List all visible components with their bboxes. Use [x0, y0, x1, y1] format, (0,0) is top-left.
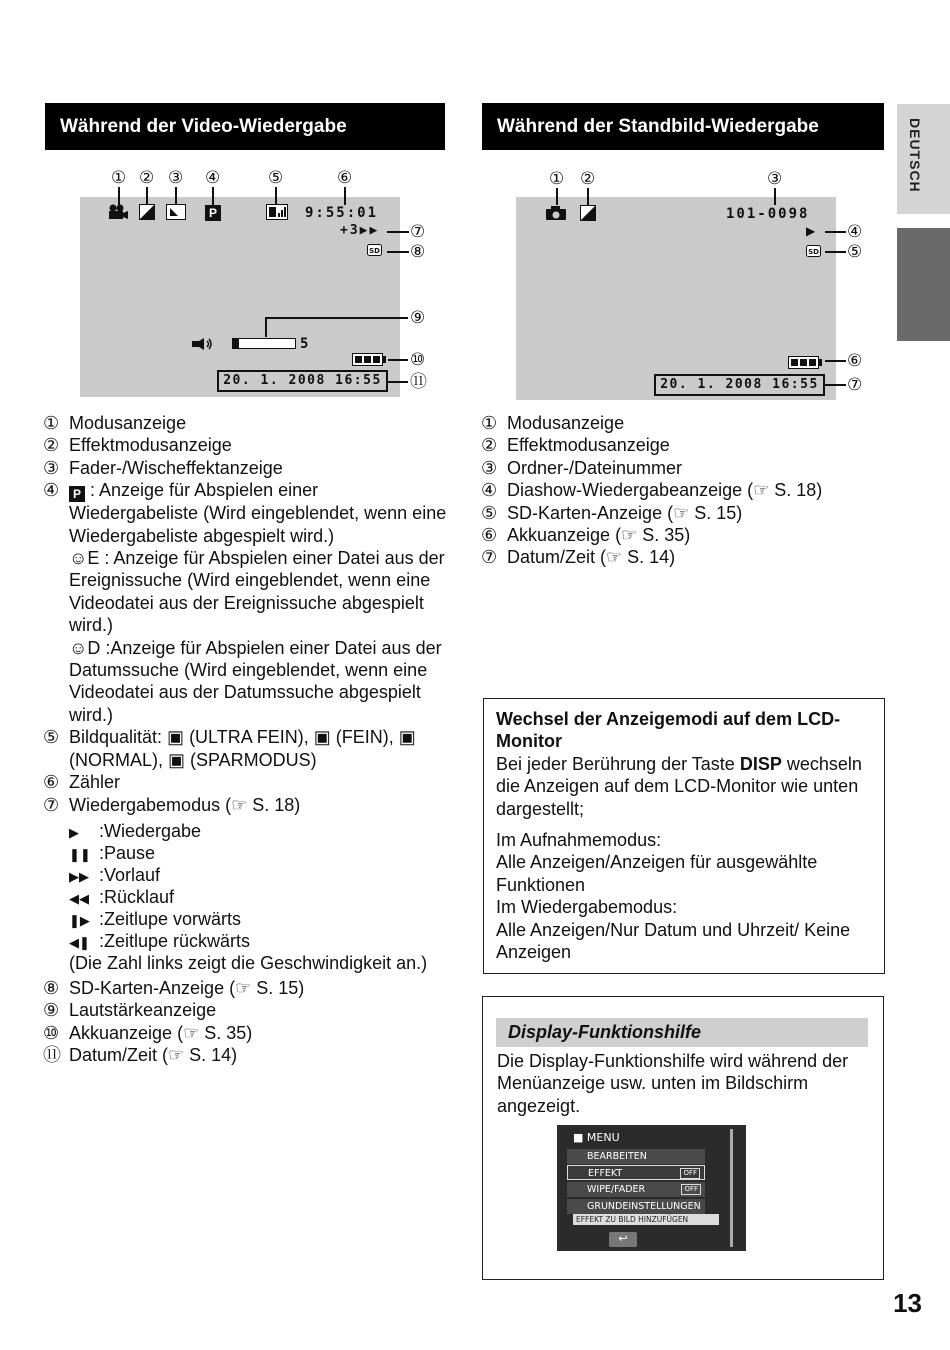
list-item: ⑥ Akkuanzeige (☞ S. 35)	[481, 525, 691, 546]
list-item: ⑨ Lautstärkeanzeige	[43, 1000, 217, 1021]
callout-10: ⑩	[410, 350, 426, 369]
folder-file-number: 101-0098	[726, 206, 810, 222]
callout-2: ②	[580, 169, 596, 188]
callout-11: ⑪	[410, 372, 427, 391]
mode-item: ❚▶ :Zeitlupe vorwärts	[69, 908, 242, 929]
menu-title: ■ MENU	[573, 1131, 620, 1144]
callout-9: ⑨	[410, 308, 426, 327]
menu-scrollbar[interactable]	[730, 1129, 733, 1247]
date-time-display: 20. 1. 2008 16:55	[654, 374, 825, 396]
list-item: ① Modusanzeige	[481, 413, 625, 433]
off-badge: OFF	[680, 1168, 700, 1179]
callout-1: ①	[111, 168, 127, 187]
record-mode-label: Im Aufnahmemodus:	[496, 830, 662, 851]
list-item: ⑦ Wiedergabemodus (☞ S. 18)	[43, 794, 301, 815]
battery-icon	[788, 356, 822, 369]
still-lcd-screen	[516, 197, 836, 400]
callout-7: ⑦	[410, 222, 426, 241]
callout-7: ⑦	[847, 375, 863, 394]
list-item: ④ Diashow-Wiedergabeanzeige (☞ S. 18)	[481, 480, 823, 501]
playlist-icon: P	[205, 205, 221, 221]
callout-3: ③	[767, 169, 783, 188]
sd-card-icon	[367, 244, 382, 256]
callout-2: ②	[139, 168, 155, 187]
callout-1: ①	[549, 169, 565, 188]
display-help-box	[482, 996, 884, 1280]
info-box-text: Bei jeder Berührung der Taste DISP wechseln die Anzeigen auf dem LCD-Monitor wie unten dargestellt;	[496, 753, 862, 819]
battery-icon	[352, 353, 386, 366]
list-item: ⑥ Zähler	[43, 772, 121, 793]
date-time-display: 20. 1. 2008 16:55	[217, 370, 388, 392]
playback-speed: +3▶▶	[340, 223, 380, 238]
disp-key-label: DISP	[739, 753, 782, 774]
video-indicator-list	[43, 412, 448, 1067]
callout-3: ③	[168, 168, 184, 187]
back-button[interactable]: ↩	[609, 1232, 637, 1247]
menu-screenshot	[557, 1125, 746, 1251]
volume-bar	[232, 338, 296, 349]
mode-item: ◀◀ :Rücklauf	[69, 886, 175, 907]
off-badge: OFF	[681, 1184, 701, 1195]
list-item: ③ Ordner-/Dateinummer	[481, 457, 683, 478]
playback-mode-list	[43, 821, 448, 973]
effect-mode-icon	[580, 205, 596, 221]
play-mode-text: Alle Anzeigen/Nur Datum und Uhrzeit/ Keine Anzeigen	[496, 919, 851, 963]
fader-wipe-icon	[166, 204, 186, 220]
playlist-icon: P	[69, 486, 85, 502]
list-item: ④ P : Anzeige für Abspielen einer Wiedergabeliste (Wird eingeblendet, wenn eine Wiedergabeliste abgespielt wird.)	[43, 480, 447, 546]
display-mode-info-box	[483, 698, 885, 974]
list-item: ⑤ Bildqualität: ▣ (ULTRA FEIN), ▣ (FEIN), ▣ (NORMAL), ▣ (SPARMODUS)	[43, 727, 416, 770]
callout-6: ⑥	[847, 351, 863, 370]
list-item: ⑪ Datum/Zeit (☞ S. 14)	[43, 1045, 238, 1066]
help-box-title: Display-Funktionshilfe	[496, 1018, 868, 1047]
page-number: 13	[893, 1288, 922, 1318]
sd-card-icon	[806, 245, 821, 257]
list-item: ① Modusanzeige	[43, 413, 187, 433]
list-item: ⑦ Datum/Zeit (☞ S. 14)	[481, 547, 676, 568]
mode-item: ◀❚ :Zeitlupe rückwärts	[69, 930, 251, 951]
still-camera-icon	[545, 205, 567, 221]
menu-item-effekt[interactable]: EFFEKT OFF	[567, 1165, 705, 1180]
speaker-icon	[192, 337, 214, 351]
modes-note: (Die Zahl links zeigt die Geschwindigkeit an.)	[69, 952, 428, 973]
fast-forward-icon: ▶▶	[69, 868, 89, 884]
playback-counter: 9:55:01	[305, 205, 379, 221]
help-box-text: Die Display-Funktionshilfe wird während der Menüanzeige usw. unten im Bildschirm angezeigt.	[497, 1051, 849, 1116]
list-item: ⑤ SD-Karten-Anzeige (☞ S. 15)	[481, 502, 743, 523]
mode-item: ▶▶ :Vorlauf	[69, 864, 161, 885]
list-item: ② Effektmodusanzeige	[43, 435, 232, 456]
callout-4: ④	[847, 222, 863, 241]
callout-6: ⑥	[337, 168, 353, 187]
callout-5: ⑤	[847, 242, 863, 261]
menu-item-bearbeiten[interactable]: BEARBEITEN	[567, 1149, 705, 1164]
video-camera-icon: ■	[573, 1131, 584, 1144]
list-item: ② Effektmodusanzeige	[481, 435, 670, 456]
mode-item: ❚❚ :Pause	[69, 842, 156, 863]
callout-8: ⑧	[410, 242, 426, 261]
quality-ultra-fine-icon	[266, 204, 288, 220]
menu-item-grundeinstellungen[interactable]: GRUNDEINSTELLUNGEN	[567, 1199, 705, 1214]
video-camera-icon	[107, 204, 129, 220]
list-item: ☺D :Anzeige für Abspielen einer Datei aus der Datumssuche (Wird eingeblendet, wenn eine Videodatei aus der Datumssuche abgespielt wird.)	[69, 637, 442, 725]
svg-text:SD: SD	[808, 248, 819, 256]
section-tab	[897, 228, 950, 341]
play-mode-label: Im Wiedergabemodus:	[496, 897, 678, 918]
list-item: ③ Fader-/Wischeffektanzeige	[43, 457, 283, 478]
list-item: ⑧ SD-Karten-Anzeige (☞ S. 15)	[43, 977, 305, 998]
play-icon: ▶	[69, 824, 79, 840]
info-box-title: Wechsel der Anzeigemodi auf dem LCD-Monitor	[496, 709, 841, 752]
slow-reverse-icon: ◀❚	[69, 934, 90, 950]
still-playback-header: Während der Standbild-Wiedergabe	[482, 103, 884, 150]
pause-icon: ❚❚	[69, 846, 91, 862]
record-mode-text: Alle Anzeigen/Anzeigen für ausgewählte Funktionen	[496, 852, 818, 895]
still-indicator-list	[481, 412, 886, 569]
list-item: ⑩ Akkuanzeige (☞ S. 35)	[43, 1022, 253, 1043]
slow-forward-icon: ❚▶	[69, 912, 90, 928]
menu-help-line: EFFEKT ZU BILD HINZUFÜGEN	[573, 1214, 719, 1225]
language-label: DEUTSCH	[907, 118, 923, 193]
callout-5: ⑤	[268, 168, 284, 187]
menu-item-wipe-fader[interactable]: WIPE/FADER OFF	[567, 1182, 705, 1197]
volume-level: 5	[300, 336, 311, 352]
effect-mode-icon	[139, 204, 155, 220]
slideshow-icon: ▶	[806, 224, 816, 238]
language-tab	[897, 104, 950, 214]
rewind-icon: ◀◀	[69, 890, 89, 906]
video-playback-header: Während der Video-Wiedergabe	[45, 103, 445, 150]
list-item: ☺E : Anzeige für Abspielen einer Datei aus der Ereignissuche (Wird eingeblendet, wenn eine Videodatei aus der Ereignissuche abgespielt wird.)	[69, 548, 445, 636]
mode-item: ▶ :Wiedergabe	[69, 820, 202, 841]
callout-4: ④	[205, 168, 221, 187]
svg-text:SD: SD	[369, 247, 380, 255]
